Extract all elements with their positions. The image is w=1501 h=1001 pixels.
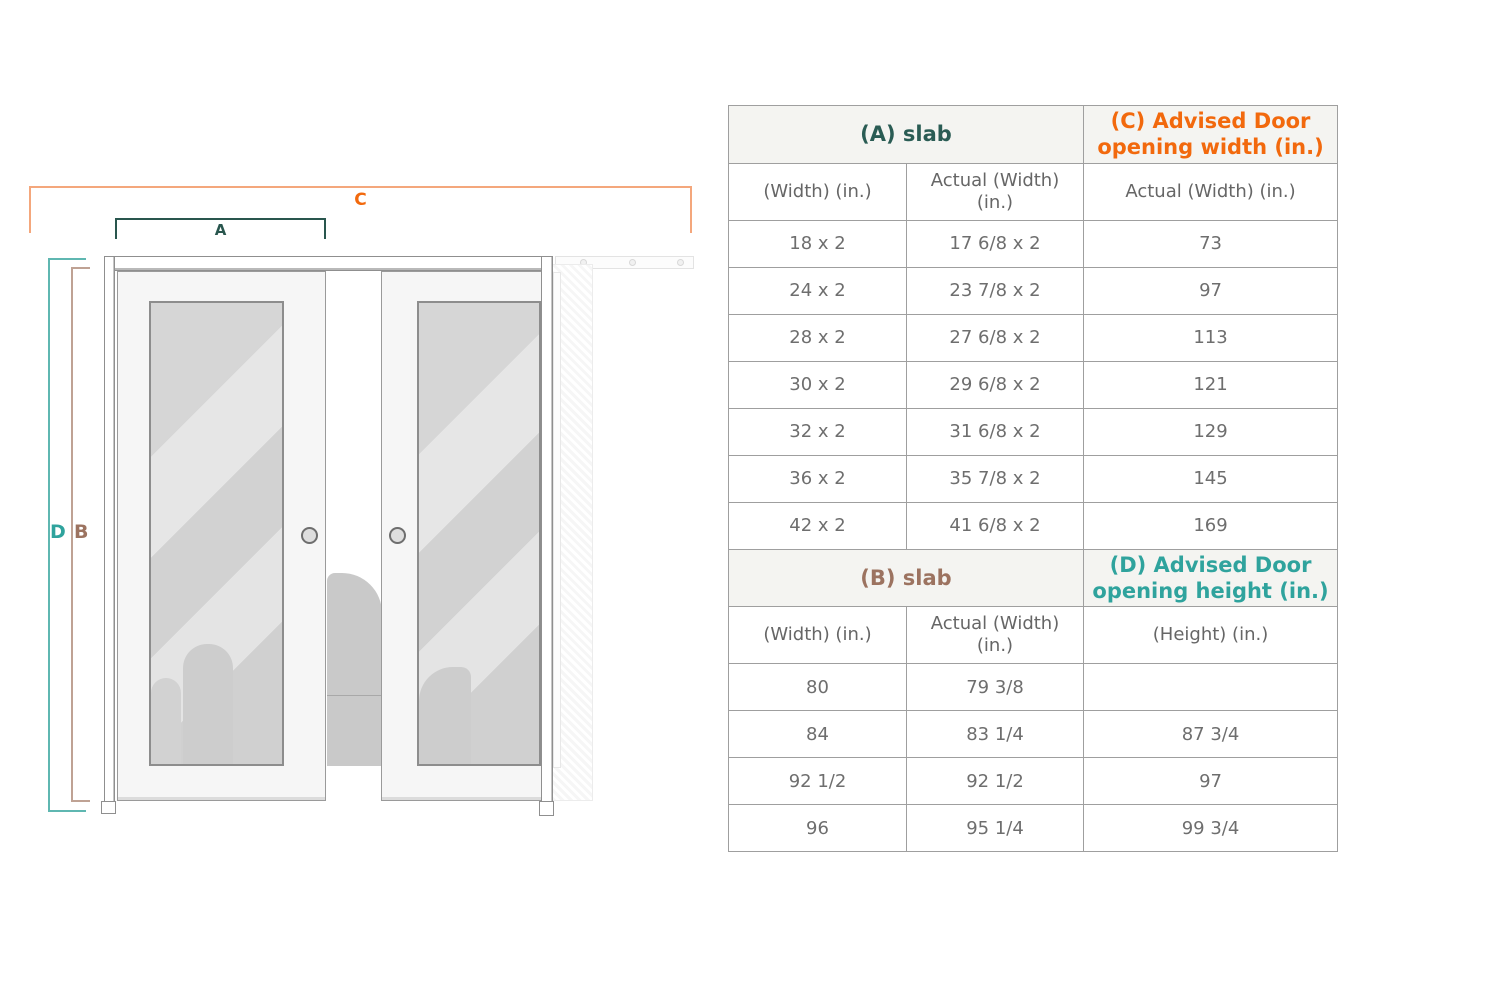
table-cell: 121	[1084, 361, 1338, 408]
table-cell: 84	[729, 711, 907, 758]
table-row	[729, 711, 1338, 758]
column-header: Actual (Width) (in.)	[907, 163, 1084, 220]
furniture-silhouette	[327, 573, 382, 766]
table-cell: 92 1/2	[907, 758, 1084, 805]
table-row	[729, 361, 1338, 408]
table-cell: 83 1/4	[907, 711, 1084, 758]
column-header: Actual (Width) (in.)	[907, 607, 1084, 664]
reflection-arch	[151, 678, 181, 764]
table-cell: 113	[1084, 314, 1338, 361]
dimension-label-d: D	[50, 521, 66, 543]
ghost-roller-icon	[677, 259, 684, 266]
column-header: Actual (Width) (in.)	[1084, 163, 1338, 220]
door-pull-right	[389, 527, 406, 544]
table-cell: 29 6/8 x 2	[907, 361, 1084, 408]
table-cell: 79 3/8	[907, 664, 1084, 711]
table-cell: 42 x 2	[729, 502, 907, 549]
table-cell: 18 x 2	[729, 220, 907, 267]
door-jamb-foot-right	[539, 801, 554, 816]
table-cell: 27 6/8 x 2	[907, 314, 1084, 361]
glass-panel-right	[417, 301, 541, 766]
table-row	[729, 267, 1338, 314]
dimension-label-a: A	[214, 221, 227, 239]
section-c-header: (C) Advised Door opening width (in.)	[1084, 106, 1338, 164]
table-cell: 96	[729, 805, 907, 852]
dimension-label-c: C	[354, 190, 367, 210]
table-row	[729, 314, 1338, 361]
table-cell: 169	[1084, 502, 1338, 549]
column-header: (Height) (in.)	[1084, 607, 1338, 664]
table-cell: 17 6/8 x 2	[907, 220, 1084, 267]
door-jamb-foot-left	[101, 801, 116, 814]
door-frame-track	[104, 256, 553, 271]
section-b-header: (B) slab	[729, 549, 1084, 607]
table-cell: 97	[1084, 267, 1338, 314]
table-cell: 23 7/8 x 2	[907, 267, 1084, 314]
table-cell: 28 x 2	[729, 314, 907, 361]
table-cell: 99 3/4	[1084, 805, 1338, 852]
reflection-arch	[419, 667, 471, 764]
dimension-bracket-a	[115, 218, 326, 239]
table-row	[729, 664, 1338, 711]
table-row	[729, 758, 1338, 805]
glass-panel-left	[149, 301, 284, 766]
table-cell	[1084, 664, 1338, 711]
section-a-header: (A) slab	[729, 106, 1084, 164]
table-cell: 30 x 2	[729, 361, 907, 408]
table-cell: 24 x 2	[729, 267, 907, 314]
table-cell: 80	[729, 664, 907, 711]
table-cell: 97	[1084, 758, 1338, 805]
table-row	[729, 805, 1338, 852]
section-d-header: (D) Advised Door opening height (in.)	[1084, 549, 1338, 607]
column-header: (Width) (in.)	[729, 163, 907, 220]
reflection-arch	[183, 644, 233, 764]
pocket-ghost-door-edge	[553, 272, 561, 768]
table-row	[729, 408, 1338, 455]
table-cell: 41 6/8 x 2	[907, 502, 1084, 549]
door-pull-left	[301, 527, 318, 544]
table-cell: 35 7/8 x 2	[907, 455, 1084, 502]
table-cell: 92 1/2	[729, 758, 907, 805]
dimension-label-b: B	[74, 521, 89, 543]
table-cell: 129	[1084, 408, 1338, 455]
furniture-seam	[327, 695, 382, 696]
table-row	[729, 502, 1338, 549]
door-jamb-left	[104, 256, 115, 813]
table-cell: 145	[1084, 455, 1338, 502]
table-cell: 32 x 2	[729, 408, 907, 455]
table-cell: 31 6/8 x 2	[907, 408, 1084, 455]
table-cell: 73	[1084, 220, 1338, 267]
table-row	[729, 455, 1338, 502]
ghost-roller-icon	[629, 259, 636, 266]
door-size-table	[728, 105, 1338, 852]
table-cell: 87 3/4	[1084, 711, 1338, 758]
table-cell: 95 1/4	[907, 805, 1084, 852]
door-jamb-right	[541, 256, 553, 813]
table-row	[729, 220, 1338, 267]
column-header: (Width) (in.)	[729, 607, 907, 664]
table-cell: 36 x 2	[729, 455, 907, 502]
